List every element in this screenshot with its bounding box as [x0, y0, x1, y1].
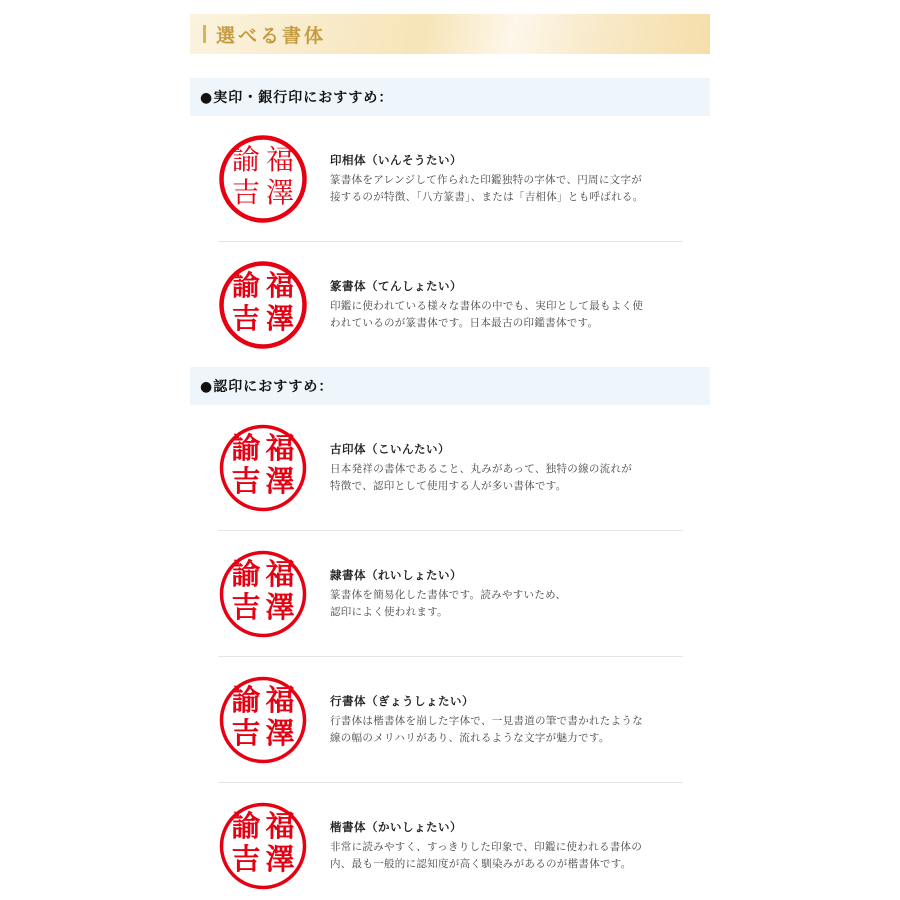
font-style-description [330, 713, 690, 747]
seal-character: 福 [265, 143, 295, 176]
seal-character: 澤 [265, 590, 295, 624]
description-line: 認印によく使われます。 [330, 606, 448, 618]
seal-character: 澤 [265, 176, 295, 209]
seal-character: 諭 [231, 683, 261, 717]
section-heading: ●認印におすすめ： [190, 367, 710, 405]
font-style-description-block [330, 819, 690, 873]
seal-stamp-sample [218, 549, 308, 639]
seal-stamp-sample [218, 801, 308, 891]
seal-stamp-sample [218, 260, 308, 350]
font-style-name: 印相体（いんそうたい） [330, 153, 462, 167]
seal-stamp-sample [218, 134, 308, 224]
seal-character: 諭 [231, 269, 261, 302]
seal-character: 澤 [265, 464, 295, 498]
font-style-description-block [330, 567, 690, 621]
description-line: 印鑑に使われている様々な書体の中でも、実印として最もよく使 [330, 300, 644, 312]
description-line: 篆書体をアレンジして作られた印鑑独特の字体で、円周に文字が [330, 174, 643, 186]
seal-character: 澤 [265, 842, 295, 876]
description-line: われているのが篆書体です。日本最古の印鑑書体です。 [330, 317, 599, 329]
description-line: 行書体は楷書体を崩した字体で、一見書道の筆で書かれたような [330, 715, 643, 727]
font-style-name: 行書体（ぎょうしょたい） [330, 694, 474, 708]
font-style-item [218, 531, 683, 657]
seal-character: 福 [265, 557, 295, 591]
font-style-description [330, 839, 690, 873]
font-style-item [218, 783, 683, 900]
seal-character: 諭 [231, 557, 261, 591]
font-style-description-block [330, 278, 690, 332]
seal-character: 福 [265, 809, 295, 843]
description-line: 特徴で、認印として使用する人が多い書体です。 [330, 480, 567, 492]
font-style-description [330, 461, 690, 495]
seal-character: 澤 [265, 302, 295, 335]
seal-character: 福 [265, 431, 295, 465]
description-line: 非常に読みやすく、すっきりした印象で、印鑑に使われる書体の [330, 841, 643, 853]
font-selection-panel [190, 14, 710, 900]
font-style-description-block [330, 152, 690, 206]
seal-character: 福 [265, 269, 295, 302]
description-line: 接するのが特徴、「八方篆書」、または「吉相体」とも呼ばれる。 [330, 191, 644, 203]
font-style-name: 楷書体（かいしょたい） [330, 820, 462, 834]
page-title: 選べる書体 [216, 24, 327, 47]
title-banner [190, 14, 710, 54]
seal-stamp-sample [218, 675, 308, 765]
description-line: 線の幅のメリハリがあり、流れるような文字が魅力です。 [330, 732, 610, 744]
font-style-description [330, 298, 690, 332]
seal-character: 福 [265, 683, 295, 717]
section-heading: ●実印・銀行印におすすめ： [190, 78, 710, 116]
seal-stamp-sample [218, 423, 308, 513]
title-accent-bar [203, 25, 206, 43]
seal-character: 吉 [231, 716, 261, 750]
seal-character: 諭 [231, 809, 261, 843]
seal-character: 諭 [231, 431, 261, 465]
seal-character: 吉 [231, 590, 261, 624]
font-style-item [218, 657, 683, 783]
seal-character: 吉 [231, 842, 261, 876]
font-style-description [330, 172, 690, 206]
seal-character: 吉 [231, 302, 261, 335]
font-style-name: 隷書体（れいしょたい） [330, 568, 462, 582]
font-style-name: 篆書体（てんしょたい） [330, 279, 462, 293]
seal-character: 吉 [231, 176, 261, 209]
font-style-description [330, 587, 690, 621]
description-line: 日本発祥の書体であること、丸みがあって、独特の線の流れが [330, 463, 633, 475]
font-style-description-block [330, 441, 690, 495]
font-style-item [218, 405, 683, 531]
description-line: 篆書体を簡易化した書体です。読みやすいため、 [330, 589, 567, 601]
font-style-item [218, 242, 683, 367]
font-style-item [218, 116, 683, 242]
seal-character: 澤 [265, 716, 295, 750]
seal-character: 諭 [231, 143, 261, 176]
description-line: 内、最も一般的に認知度が高く馴染みがあるのが楷書体です。 [330, 858, 632, 870]
seal-character: 吉 [231, 464, 261, 498]
font-style-name: 古印体（こいんたい） [330, 442, 450, 456]
font-style-description-block [330, 693, 690, 747]
